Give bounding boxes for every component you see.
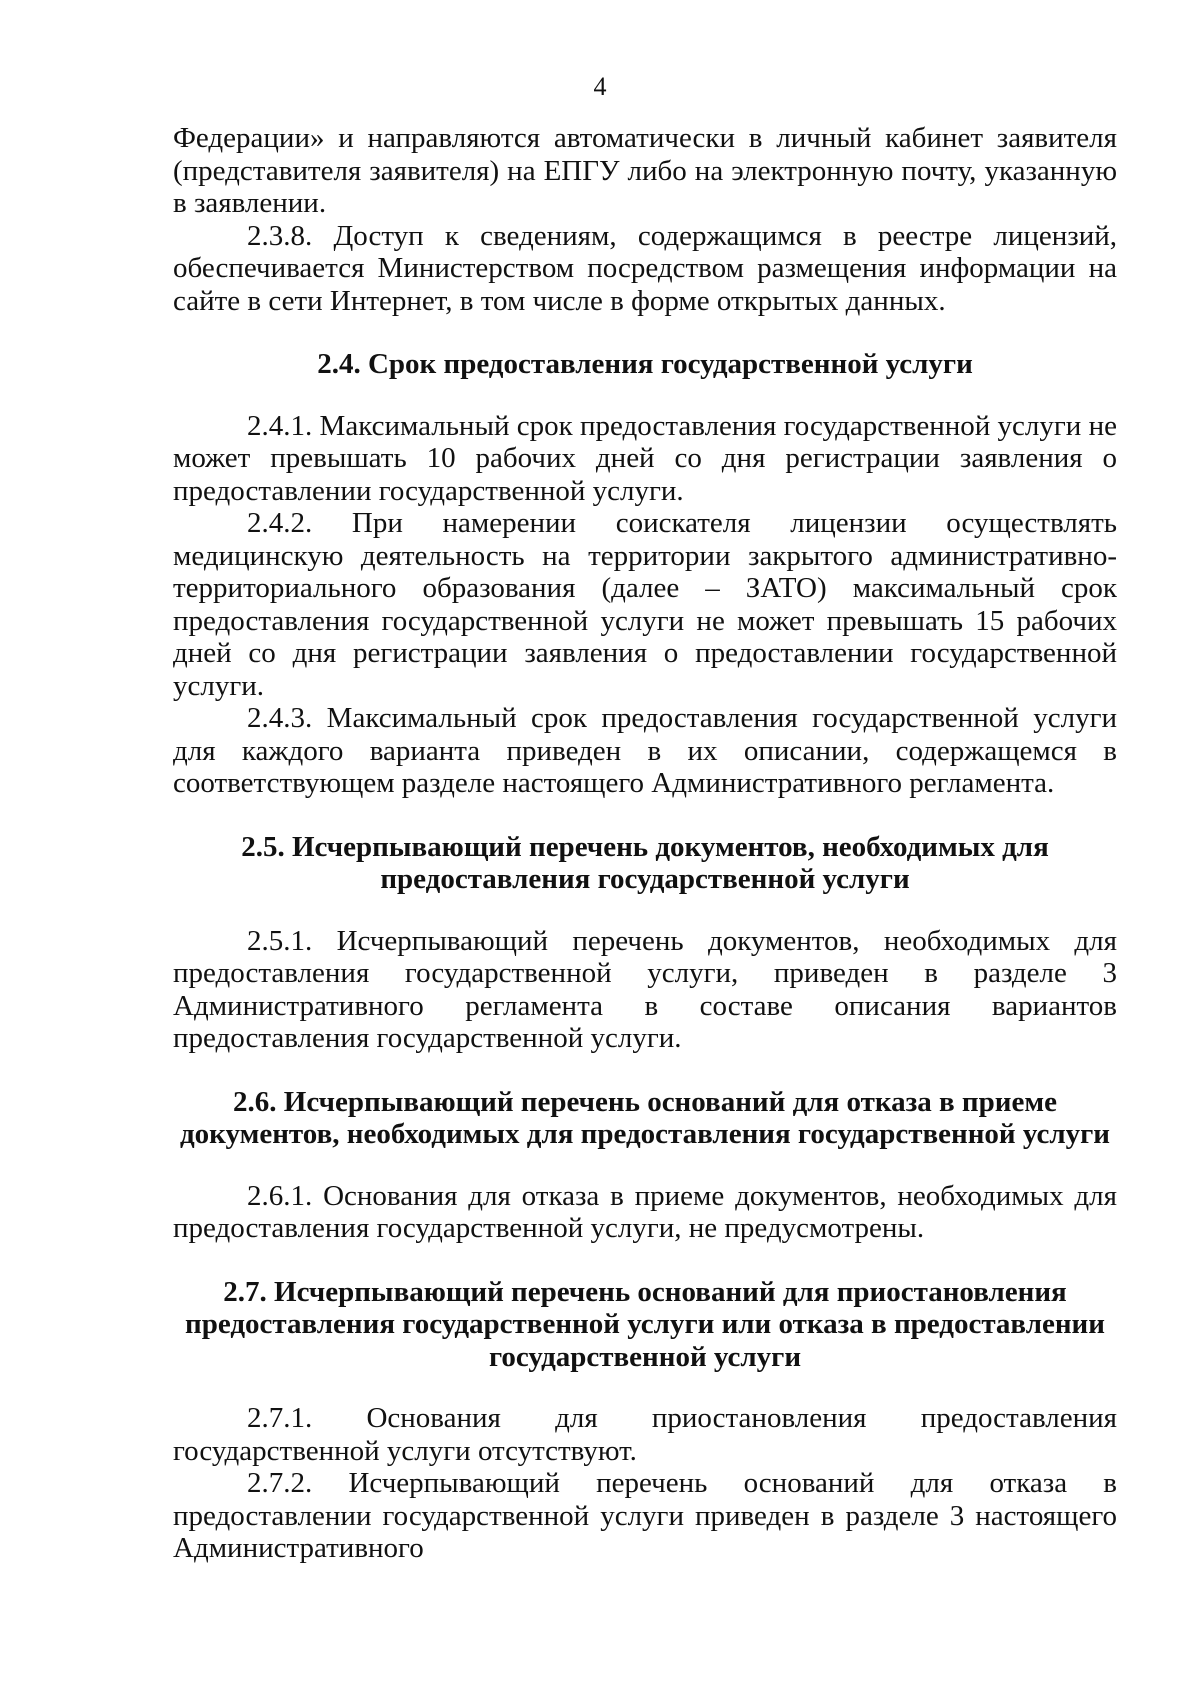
heading-line: предоставления государственной услуги xyxy=(380,863,910,895)
heading-line: государственной услуги xyxy=(488,1340,802,1373)
document-body xyxy=(173,122,1117,1565)
heading-line: предоставления государственной услуги или отказа в предоставлении xyxy=(185,1308,1105,1340)
heading-line: 2.7. Исчерпывающий перечень оснований для приостановления xyxy=(223,1275,1067,1308)
paragraph-2-3-8: 2.3.8. Доступ к сведениям, содержащимся в реестре лицензий, обеспечивается Министерством посредством размещения информации на сайте в сети Интернет, в том числе в форме открытых данных. xyxy=(173,219,1117,317)
paragraph-2-4-1: 2.4.1. Максимальный срок предоставления государственной услуги не может превышать 10 рабочих дней со дня регистрации заявления о предоставлении государственной услуги. xyxy=(173,409,1117,507)
paragraph-2-5-1: 2.5.1. Исчерпывающий перечень документов, необходимых для предоставления государственной услуги, приведен в разделе 3 Административного регламента в составе описания вариантов предоставления государственной услуги. xyxy=(173,924,1117,1054)
paragraph-continuation: Федерации» и направляются автоматически в личный кабинет заявителя (представителя заявителя) на ЕПГУ либо на электронную почту, указанную в заявлении. xyxy=(173,122,1117,219)
heading-2-5 xyxy=(173,831,1117,896)
heading-line: документов, необходимых для предоставления государственной услуги xyxy=(180,1118,1110,1150)
paragraph-2-7-2: 2.7.2. Исчерпывающий перечень оснований для отказа в предоставлении государственной услуги приведен в разделе 3 настоящего Административного xyxy=(173,1467,1117,1564)
heading-2-6 xyxy=(173,1086,1117,1151)
paragraph-2-7-1: 2.7.1. Основания для приостановления предоставления государственной услуги отсутствуют. xyxy=(173,1402,1117,1467)
heading-line: 2.5. Исчерпывающий перечень документов, необходимых для xyxy=(241,830,1049,863)
page-number: 4 xyxy=(593,72,607,101)
heading-2-4 xyxy=(173,348,1117,381)
paragraph-2-4-3: 2.4.3. Максимальный срок предоставления государственной услуги для каждого варианта приведен в их описании, содержащемся в соответствующем разделе настоящего Административного регламента. xyxy=(173,702,1117,799)
heading-2-7 xyxy=(173,1276,1117,1374)
heading-line: 2.4. Срок предоставления государственной услуги xyxy=(317,348,973,380)
heading-line: 2.6. Исчерпывающий перечень оснований для отказа в приеме xyxy=(233,1085,1057,1118)
paragraph-2-6-1: 2.6.1. Основания для отказа в приеме документов, необходимых для предоставления государственной услуги, не предусмотрены. xyxy=(173,1179,1117,1244)
paragraph-2-4-2: 2.4.2. При намерении соискателя лицензии осуществлять медицинскую деятельность на территории закрытого административно-территориального образования (далее – ЗАТО) максимальный срок предоставления государственной услуги не может превышать 15 рабочих дней со дня регистрации заявления о предоставлении государственной услуги. xyxy=(173,507,1117,702)
